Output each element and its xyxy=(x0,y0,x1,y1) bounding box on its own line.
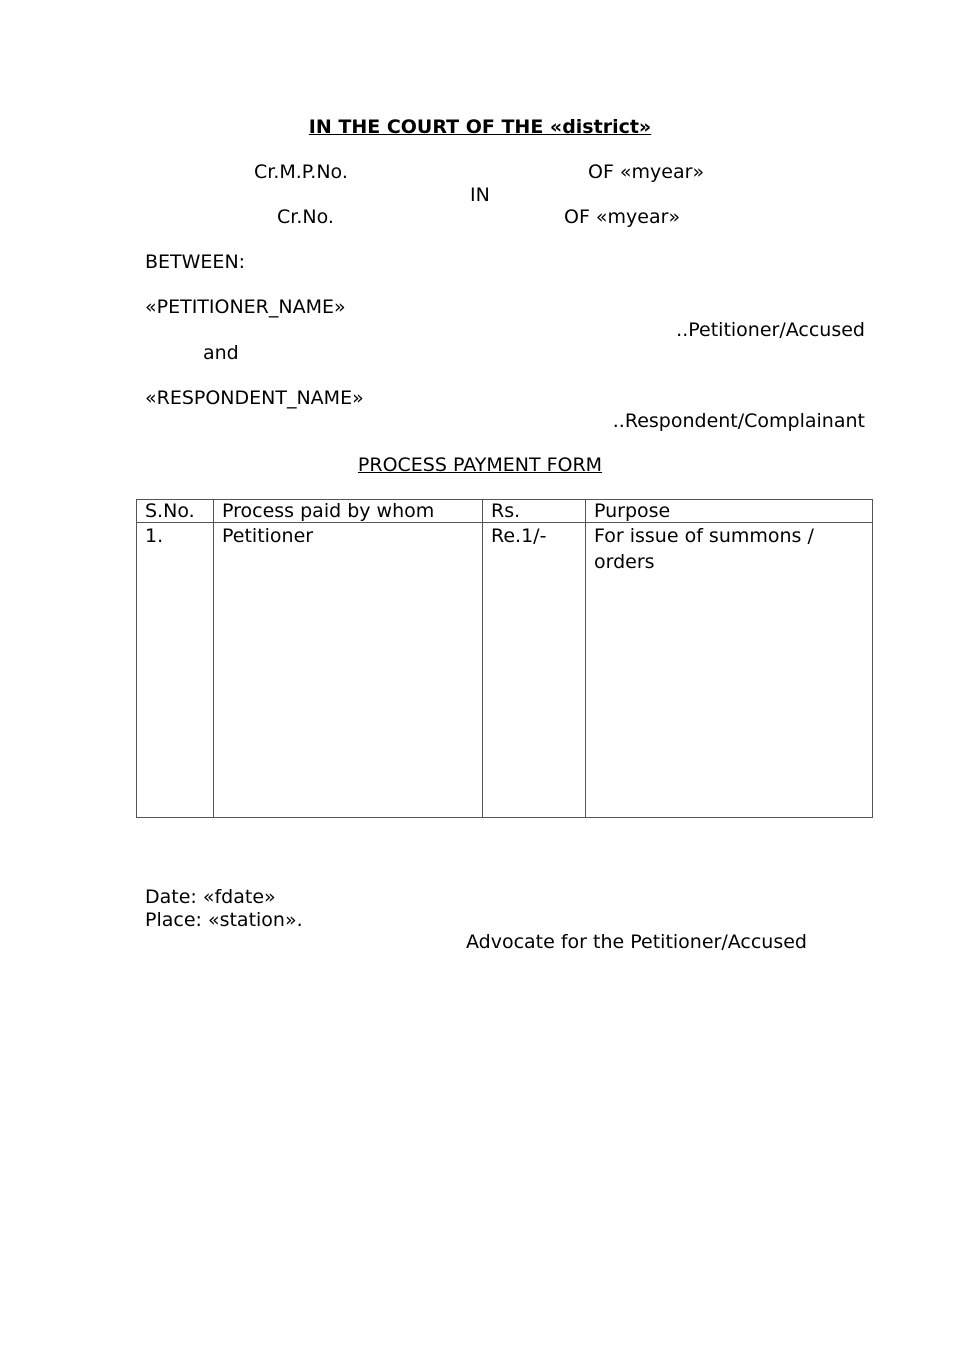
column-header-paid-by: Process paid by whom xyxy=(214,500,483,523)
in-label: IN xyxy=(470,184,490,206)
between-label: BETWEEN: xyxy=(145,251,246,273)
form-title xyxy=(0,454,960,477)
date-line: Date: «fdate» xyxy=(145,886,276,908)
respondent-role: ..Respondent/Complainant xyxy=(612,410,865,432)
cr-year: OF «myear» xyxy=(564,206,681,228)
cell-purpose: For issue of summons / orders xyxy=(586,523,873,818)
court-title xyxy=(0,116,960,139)
petitioner-role: ..Petitioner/Accused xyxy=(676,319,865,341)
crmp-label: Cr.M.P.No. xyxy=(254,161,348,183)
cr-label: Cr.No. xyxy=(277,206,334,228)
place-line: Place: «station». xyxy=(145,909,303,931)
table-header-row xyxy=(137,500,873,523)
court-title-text: IN THE COURT OF THE «district» xyxy=(308,116,652,138)
cell-sno: 1. xyxy=(137,523,214,818)
petitioner-name: «PETITIONER_NAME» xyxy=(145,296,346,318)
cell-rs: Re.1/- xyxy=(483,523,586,818)
form-title-text: PROCESS PAYMENT FORM xyxy=(357,454,603,476)
crmp-year: OF «myear» xyxy=(588,161,705,183)
table-row xyxy=(137,523,873,818)
cell-paid-by: Petitioner xyxy=(214,523,483,818)
column-header-purpose: Purpose xyxy=(586,500,873,523)
respondent-name: «RESPONDENT_NAME» xyxy=(145,387,364,409)
column-header-rs: Rs. xyxy=(483,500,586,523)
column-header-sno: S.No. xyxy=(137,500,214,523)
advocate-signature: Advocate for the Petitioner/Accused xyxy=(466,931,807,953)
process-payment-table xyxy=(136,499,873,818)
and-label: and xyxy=(203,342,239,364)
